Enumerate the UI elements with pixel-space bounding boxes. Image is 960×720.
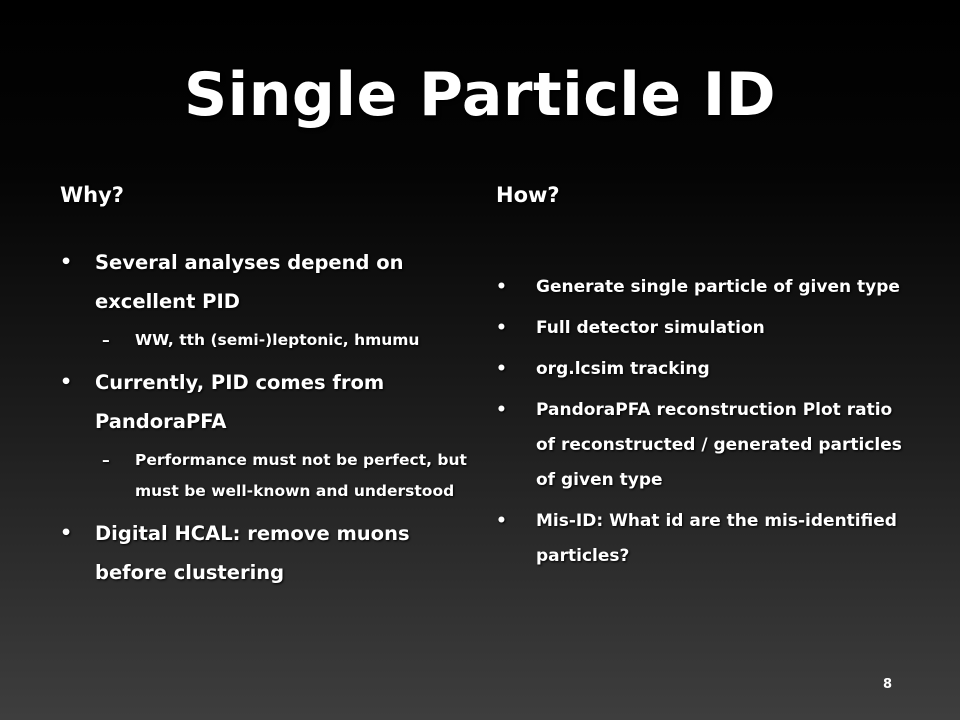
bullet-text: Full detector simulation [536,318,765,338]
bullet-text: Generate single particle of given type [536,277,900,297]
dash-icon: – [102,451,110,469]
bullet-icon: • [496,277,507,297]
bullet-icon: • [496,400,507,420]
bullet-text: Several analyses depend on excellent PID [95,251,404,313]
bullet-item [496,393,916,498]
bullet-text: Digital HCAL: remove muons before clustering [95,522,410,584]
slide-title: Single Particle ID [183,60,777,130]
how-bullet-list [496,270,916,580]
bullet-item [496,504,916,574]
bullet-icon: • [496,359,507,379]
bullet-text: Mis-ID: What id are the mis-identified particles? [536,511,897,566]
bullet-text: Currently, PID comes from PandoraPFA [95,371,385,433]
bullet-item [496,311,916,346]
how-heading: How? [496,183,560,207]
bullet-icon: • [60,371,73,393]
bullet-item [60,243,480,321]
page-number: 8 [882,677,892,692]
bullet-text: PandoraPFA reconstruction Plot ratio of reconstructed / generated particles of given type [536,400,902,490]
why-bullet-list [60,243,480,596]
bullet-item [496,270,916,305]
bullet-icon: • [60,522,73,544]
bullet-icon: • [60,251,73,273]
bullet-item [496,352,916,387]
dash-icon: – [102,331,110,349]
bullet-item [60,363,480,441]
bullet-icon: • [496,511,507,531]
bullet-item [60,514,480,592]
why-heading: Why? [60,183,124,207]
bullet-text: org.lcsim tracking [536,359,710,379]
sub-bullet-text: Performance must not be perfect, but must be well-known and understood [135,451,467,500]
sub-bullet-text: WW, tth (semi-)leptonic, hmumu [135,331,420,349]
sub-bullet-item [60,325,480,356]
bullet-icon: • [496,318,507,338]
sub-bullet-item [60,445,480,507]
